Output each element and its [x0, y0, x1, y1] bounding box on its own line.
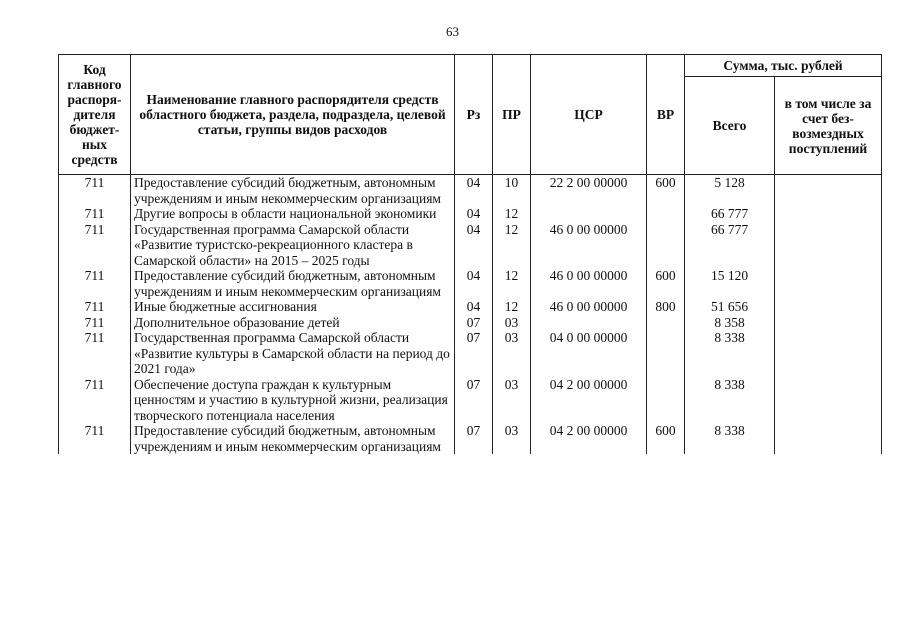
table-body	[59, 175, 882, 455]
cell-code: 711	[59, 299, 131, 315]
header-rz: Рз	[455, 55, 493, 175]
cell-rz: 07	[455, 377, 493, 424]
cell-name: Другие вопросы в области национальной экономики	[131, 206, 455, 222]
cell-csr: 46 0 00 00000	[531, 222, 647, 269]
cell-name: Обеспечение доступа граждан к культурным ценностям и участию в культурной жизни, реализация творческого потенциала населения	[131, 377, 455, 424]
cell-total: 66 777	[685, 222, 775, 269]
cell-rz: 04	[455, 175, 493, 207]
cell-vr: 600	[647, 423, 685, 454]
cell-vr	[647, 330, 685, 377]
cell-code: 711	[59, 206, 131, 222]
cell-csr: 46 0 00 00000	[531, 299, 647, 315]
cell-total: 8 338	[685, 330, 775, 377]
cell-total: 66 777	[685, 206, 775, 222]
cell-pr: 03	[493, 315, 531, 331]
table-row	[59, 423, 882, 454]
cell-rz: 04	[455, 299, 493, 315]
cell-code: 711	[59, 330, 131, 377]
cell-free	[775, 423, 882, 454]
cell-pr: 12	[493, 268, 531, 299]
header-name: Наименование главного распорядителя средств областного бюджета, раздела, подраздела, целевой статьи, группы видов расходов	[131, 55, 455, 175]
cell-total: 51 656	[685, 299, 775, 315]
header-sum-group: Сумма, тыс. рублей	[685, 55, 882, 77]
cell-vr: 600	[647, 268, 685, 299]
cell-rz: 04	[455, 206, 493, 222]
cell-vr: 800	[647, 299, 685, 315]
table-row	[59, 299, 882, 315]
cell-pr: 10	[493, 175, 531, 207]
cell-csr: 22 2 00 00000	[531, 175, 647, 207]
cell-rz: 07	[455, 330, 493, 377]
cell-free	[775, 206, 882, 222]
cell-total: 15 120	[685, 268, 775, 299]
cell-code: 711	[59, 377, 131, 424]
table-row	[59, 377, 882, 424]
cell-code: 711	[59, 222, 131, 269]
cell-rz: 07	[455, 315, 493, 331]
table-row	[59, 315, 882, 331]
header-code: Код главного распоря-дителя бюджет-ных средств	[59, 55, 131, 175]
budget-table	[58, 54, 882, 454]
cell-vr	[647, 377, 685, 424]
page-number: 63	[446, 24, 459, 39]
cell-csr: 04 2 00 00000	[531, 377, 647, 424]
cell-rz: 04	[455, 268, 493, 299]
cell-vr	[647, 315, 685, 331]
cell-vr	[647, 222, 685, 269]
cell-free	[775, 175, 882, 207]
cell-code: 711	[59, 423, 131, 454]
cell-name: Предоставление субсидий бюджетным, автономным учреждениям и иным некоммерческим организациям	[131, 268, 455, 299]
cell-csr	[531, 315, 647, 331]
cell-vr: 600	[647, 175, 685, 207]
cell-free	[775, 315, 882, 331]
table-row	[59, 175, 882, 207]
cell-csr: 04 2 00 00000	[531, 423, 647, 454]
cell-code: 711	[59, 315, 131, 331]
cell-total: 5 128	[685, 175, 775, 207]
cell-pr: 12	[493, 299, 531, 315]
header-free-receipts: в том числе за счет без-возмездных поступлений	[775, 77, 882, 175]
cell-free	[775, 299, 882, 315]
cell-pr: 03	[493, 330, 531, 377]
cell-pr: 12	[493, 222, 531, 269]
cell-name: Предоставление субсидий бюджетным, автономным учреждениям и иным некоммерческим организациям	[131, 423, 455, 454]
table-row	[59, 330, 882, 377]
cell-free	[775, 222, 882, 269]
cell-free	[775, 377, 882, 424]
table-row	[59, 222, 882, 269]
cell-name: Иные бюджетные ассигнования	[131, 299, 455, 315]
cell-name: Государственная программа Самарской области «Развитие туристско-рекреационного кластера в Самарской области» на 2015 – 2025 годы	[131, 222, 455, 269]
table-row	[59, 268, 882, 299]
table-row	[59, 206, 882, 222]
cell-pr: 03	[493, 377, 531, 424]
cell-total: 8 358	[685, 315, 775, 331]
cell-free	[775, 330, 882, 377]
cell-code: 711	[59, 175, 131, 207]
cell-code: 711	[59, 268, 131, 299]
header-csr: ЦСР	[531, 55, 647, 175]
table-header	[59, 55, 882, 175]
cell-name: Дополнительное образование детей	[131, 315, 455, 331]
header-vr: ВР	[647, 55, 685, 175]
cell-name: Предоставление субсидий бюджетным, автономным учреждениям и иным некоммерческим организациям	[131, 175, 455, 207]
cell-csr	[531, 206, 647, 222]
header-total: Всего	[685, 77, 775, 175]
cell-csr: 46 0 00 00000	[531, 268, 647, 299]
cell-rz: 04	[455, 222, 493, 269]
cell-total: 8 338	[685, 423, 775, 454]
cell-rz: 07	[455, 423, 493, 454]
cell-total: 8 338	[685, 377, 775, 424]
cell-vr	[647, 206, 685, 222]
cell-pr: 12	[493, 206, 531, 222]
cell-name: Государственная программа Самарской области «Развитие культуры в Самарской области на период до 2021 года»	[131, 330, 455, 377]
cell-csr: 04 0 00 00000	[531, 330, 647, 377]
cell-pr: 03	[493, 423, 531, 454]
header-pr: ПР	[493, 55, 531, 175]
cell-free	[775, 268, 882, 299]
